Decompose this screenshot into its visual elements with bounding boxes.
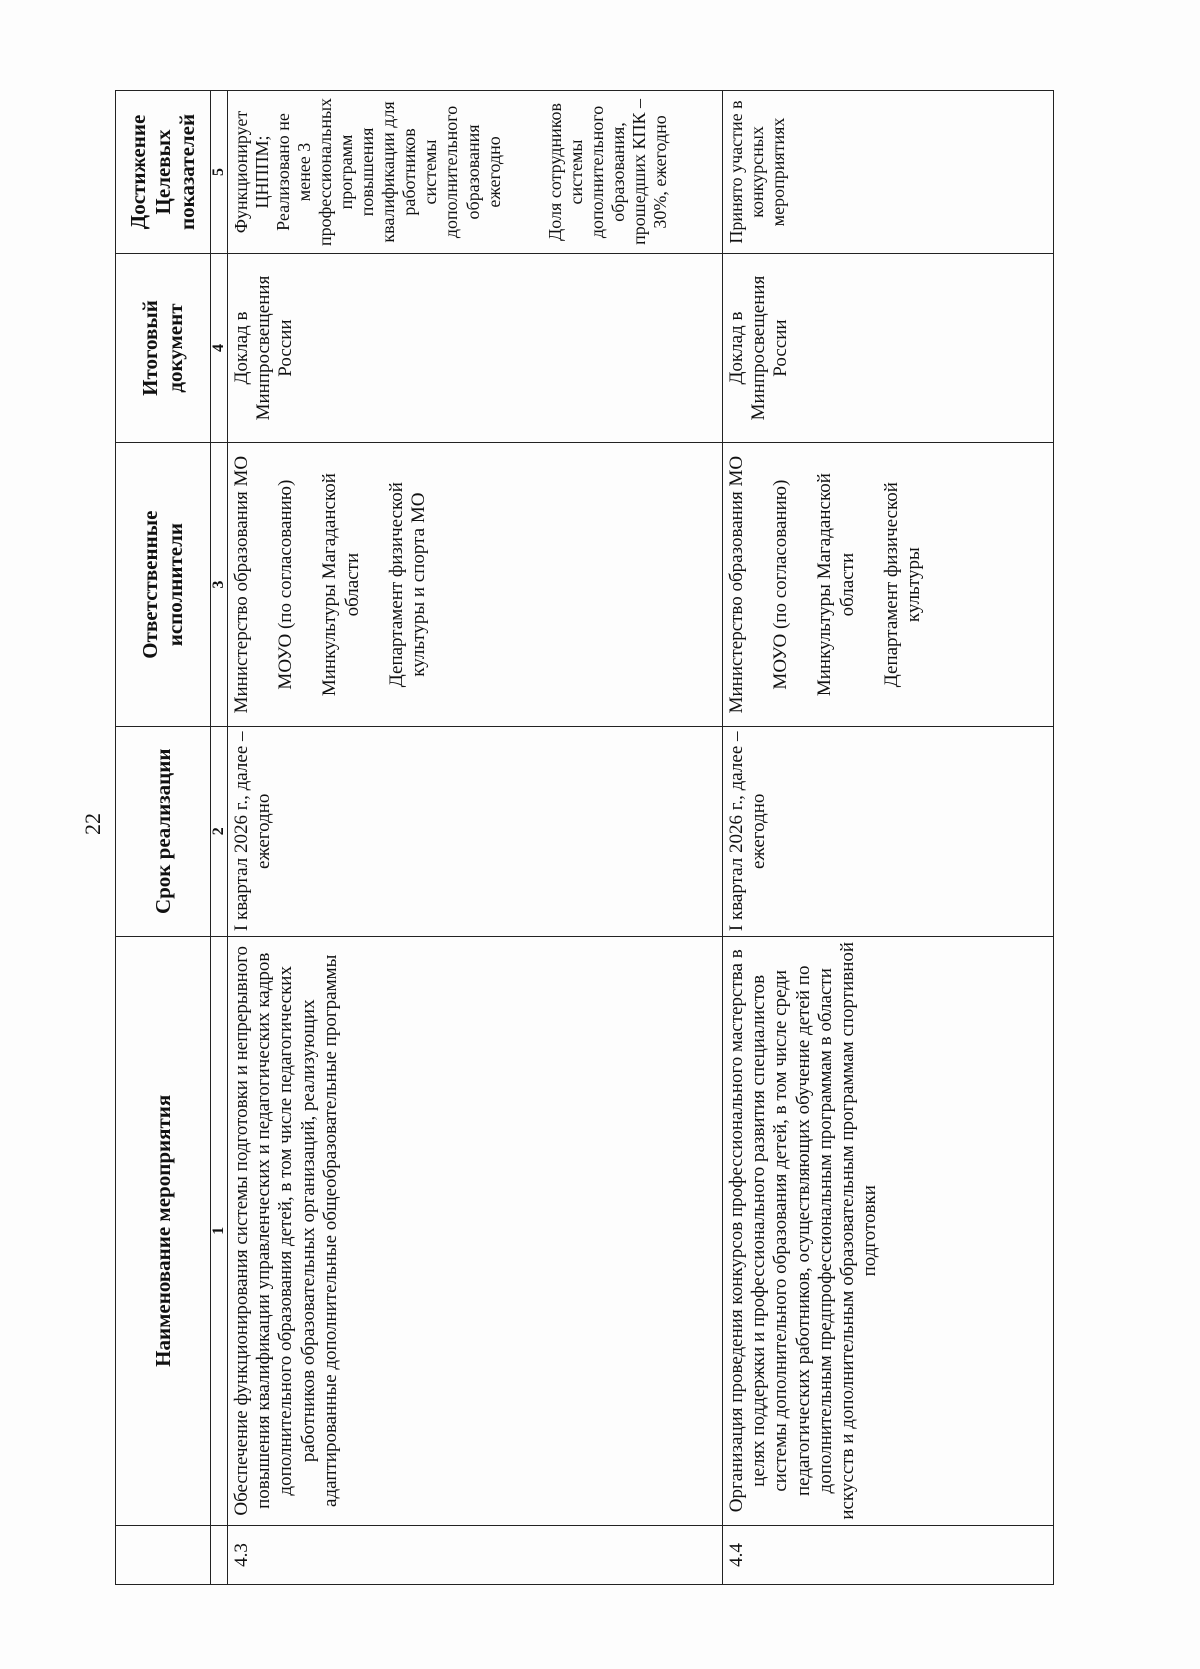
executor: Департамент физической культуры и спорта МО	[385, 482, 430, 688]
executor: МОУО (по согласованию)	[770, 479, 792, 690]
row-targets	[723, 91, 1054, 254]
target: Доля сотрудников системы дополнительного образования, прошедших КПК – 30%, ежегодно	[544, 99, 670, 245]
executor: Минкультуры Магаданской области	[319, 473, 363, 697]
header-cell-executors: Ответственные исполнители	[116, 443, 211, 727]
executor: Министерство образования МО	[231, 455, 252, 714]
row-targets	[228, 91, 723, 254]
header-cell-id	[116, 1526, 211, 1585]
column-number: 4	[211, 253, 228, 442]
column-number: 3	[211, 443, 228, 727]
row-name: Обеспечение функционирования системы подготовки и непрерывного повышения квалификации управленческих и педагогических кадров дополнительного образования детей, в том числе педагогических работников образовательных организаций, реализующих адаптированные дополнительные общеобразовательные программы	[228, 936, 723, 1526]
row-name: Организация проведения конкурсов профессионального мастерства в целях поддержки и профессионального развития специалистов системы дополнительного образования детей, в том числе среди педагогических работников, осуществляющих обучение детей по дополнительным предпрофессиональным программам в области искусств и дополнительным образовательным программам спортивной подготовки	[723, 936, 1054, 1526]
activities-table	[115, 90, 1054, 1585]
row-id: 4.4	[723, 1526, 1054, 1585]
header-cell-term: Срок реализации	[116, 727, 211, 936]
row-executors	[723, 443, 1054, 727]
row-term: I квартал 2026 г., далее – ежегодно	[228, 727, 723, 936]
page-number: 22	[80, 813, 105, 835]
table-row	[228, 91, 723, 1585]
rotated-table-page	[115, 90, 1050, 1585]
column-number: 5	[211, 91, 228, 254]
row-executors	[228, 443, 723, 727]
row-term: I квартал 2026 г., далее – ежегодно	[723, 727, 1054, 936]
column-number: 2	[211, 727, 228, 936]
header-cell-name: Наименование мероприятия	[116, 936, 211, 1526]
target: Принято участие в конкурсных мероприятиях	[726, 100, 789, 244]
row-document: Доклад в Минпросвещения России	[228, 253, 723, 442]
row-document: Доклад в Минпросвещения России	[723, 253, 1054, 442]
column-number-row	[211, 91, 228, 1585]
executor: Министерство образования МО	[726, 455, 747, 714]
executor: Минкультуры Магаданской области	[814, 473, 858, 697]
row-id: 4.3	[228, 1526, 723, 1585]
table-row	[723, 91, 1054, 1585]
header-cell-document: Итоговый документ	[116, 253, 211, 442]
executor: МОУО (по согласованию)	[275, 479, 297, 690]
executor: Департамент физической культуры	[880, 482, 925, 688]
header-cell-targets: Достижение Целевых показателей	[116, 91, 211, 254]
header-row	[116, 91, 211, 1585]
target: Функционирует ЦНППМ; Реализовано не менее 3 профессиональных программ повышения квалификации для работников системы дополнительного образования ежегодно	[231, 97, 504, 246]
column-number	[211, 1526, 228, 1585]
column-number: 1	[211, 936, 228, 1526]
